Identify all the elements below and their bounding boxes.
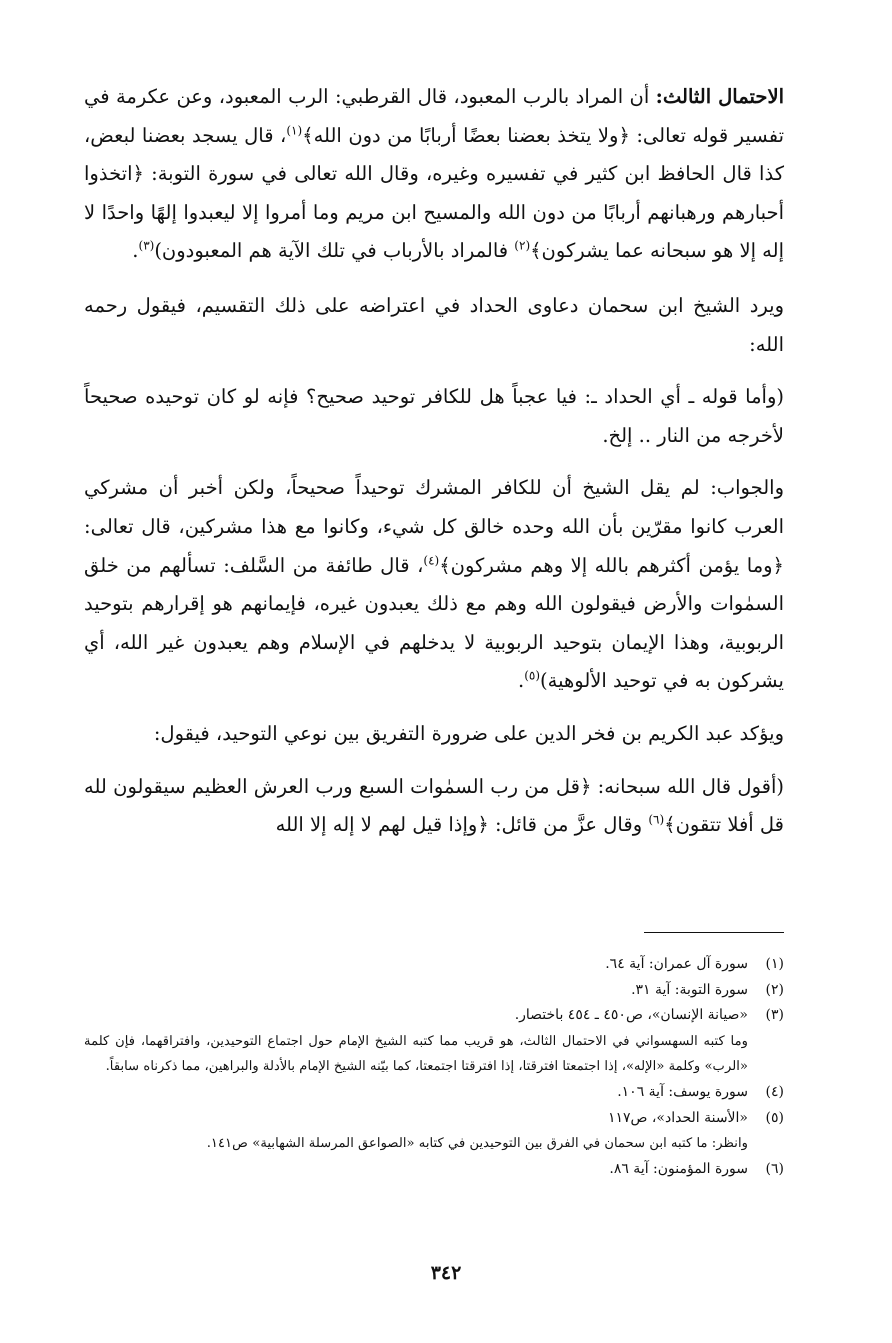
paragraph-5 xyxy=(84,715,784,754)
paragraph-1-lead: الاحتمال الثالث: xyxy=(655,85,784,108)
paragraph-4 xyxy=(84,469,784,701)
paragraph-3-text: (وأما قوله ـ أي الحداد ـ: فيا عجباً هل للكافر توحيد صحيح؟ فإنه لو كان توحيده صحيحاً لأخرجه من النار .. إلخ. xyxy=(84,385,784,447)
footnote-2 xyxy=(84,978,784,1004)
footnote-1 xyxy=(84,952,784,978)
footnote-5-continuation: وانظر: ما كتبه ابن سحمان في الفرق بين التوحيدين في كتابه «الصواعق المرسلة الشهابية» ص١٤١. xyxy=(206,1136,748,1152)
paragraph-4-text: والجواب: لم يقل الشيخ أن للكافر المشرك توحيداً صحيحاً، ولكن أخبر أن مشركي العرب كانوا مقرّين بأن الله وحده خالق كل شيء، وكانوا مع هذا مشركين، قال تعالى: ﴿وما يؤمن أكثرهم بالله إلا وهم مشركون﴾ xyxy=(84,476,784,577)
paragraph-5-text: ويؤكد عبد الكريم بن فخر الدين على ضرورة التفريق بين نوعي التوحيد، فيقول: xyxy=(153,721,784,745)
main-text xyxy=(84,78,784,859)
footnote-number: (٦) xyxy=(765,1160,784,1177)
footnote-3 xyxy=(84,1003,784,1029)
paragraph-4-text-3: . xyxy=(517,669,525,693)
footnote-ref-4: (٤) xyxy=(423,553,440,568)
page-number: ٣٤٢ xyxy=(430,1262,462,1284)
footnote-number: (٥) xyxy=(765,1109,784,1126)
footnote-text: سورة يوسف: آية ١٠٦. xyxy=(617,1083,748,1100)
footnote-number: (٢) xyxy=(765,981,784,998)
footnote-number: (٣) xyxy=(765,1007,784,1024)
paragraph-2-text: ويرد الشيخ ابن سحمان دعاوى الحداد في اعتراضه على ذلك التقسيم، فيقول رحمه الله: xyxy=(84,293,784,356)
footnote-ref-6: (٦) xyxy=(648,812,665,827)
footnote-text: سورة آل عمران: آية ٦٤. xyxy=(605,956,748,972)
footnote-ref-2: (٢) xyxy=(514,238,531,253)
paragraph-1-text-4: . xyxy=(132,239,139,263)
footnote-6 xyxy=(84,1157,784,1183)
footnote-5 xyxy=(84,1106,784,1132)
paragraph-3 xyxy=(84,378,784,455)
footnote-text: سورة المؤمنون: آية ٨٦. xyxy=(609,1160,748,1177)
footnote-separator xyxy=(644,932,784,933)
footnote-text: سورة التوبة: آية ٣١. xyxy=(631,981,748,998)
footnote-text: «الأسنة الحداد»، ص١١٧ xyxy=(607,1109,748,1126)
footnote-3-continuation: وما كتبه السهسواني في الاحتمال الثالث، هو قريب مما كتبه الشيخ الإمام حول اجتماع التوحيدين، وافتراقهما، فإن كلمة «الرب» وكلمة «الإله»، إذا اجتمعتا افترقتا، إذا افترقتا اجتمعتا، كما بيّنه الشيخ الإمام بالأدلة والبراهين، مما ذكرناه سابقاً. xyxy=(84,1033,748,1075)
paragraph-6 xyxy=(84,768,784,845)
paragraph-1-text: أن المراد بالرب المعبود، قال القرطبي: الرب المعبود، وعن عكرمة في تفسير قوله تعالى: ﴿ولا يتخذ بعضنا بعضًا أربابًا من دون الله﴾ xyxy=(84,85,784,147)
paragraph-1 xyxy=(84,78,784,271)
footnote-4 xyxy=(84,1080,784,1106)
footnote-ref-1: (١) xyxy=(286,123,303,138)
paragraph-6-text: (أقول قال الله سبحانه: ﴿قل من رب السمٰوات السبع ورب العرش العظيم سيقولون لله قل أفلا تتقون﴾ xyxy=(84,774,784,837)
paragraph-4-text-2: ، قال طائفة من السَّلف: تسألهم من خلق السمٰوات والأرض فيقولون الله وهم مع ذلك يعبدون غيره، فإيمانهم هو إقرارهم بتوحيد الربوبية، وهذا الإيمان بتوحيد الربوبية لا يدخلهم في الإسلام وهم يعبدون غير الله، أي يشركون به في توحيد الألوهية) xyxy=(84,553,784,693)
footnote-number: (٤) xyxy=(765,1083,784,1100)
paragraph-1-text-3: فالمراد بالأرباب في تلك الآية هم المعبودون) xyxy=(154,239,515,263)
paragraph-2 xyxy=(84,287,784,364)
footnote-number: (١) xyxy=(765,956,784,972)
footnote-ref-3: (٣) xyxy=(138,238,155,253)
paragraph-1-text-2: ، قال يسجد بعضنا لبعض، كذا قال الحافظ ابن كثير في تفسيره وغيره، وقال الله تعالى في سورة التوبة: ﴿اتخذوا أحبارهم ورهبانهم أربابًا من دون الله والمسيح ابن مريم وما أمروا إلا ليعبدوا إلهًا واحدًا لا إله إلا هو سبحانه عما يشركون﴾ xyxy=(84,123,784,263)
footnote-text: «صيانة الإنسان»، ص٤٥٠ ـ ٤٥٤ باختصار. xyxy=(514,1007,748,1024)
footnotes xyxy=(84,952,784,1182)
footnote-ref-5: (٥) xyxy=(524,668,541,683)
paragraph-6-text-2: وقال عزَّ من قائل: ﴿وإذا قيل لهم لا إله إلا الله xyxy=(275,813,649,837)
